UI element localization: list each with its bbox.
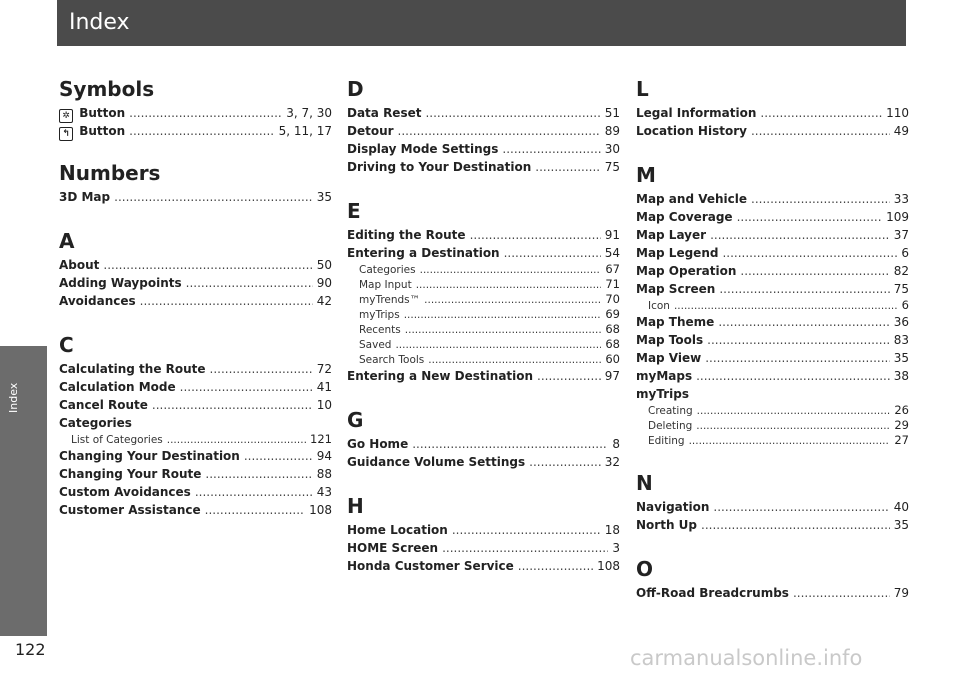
- section-heading-numbers: Numbers: [59, 161, 161, 185]
- section-heading-n: N: [636, 471, 653, 495]
- section-heading-c: C: [59, 333, 74, 357]
- index-entry[interactable]: Display Mode Settings ..... 30: [347, 140, 620, 158]
- watermark: carmanualsonline.info: [630, 646, 863, 670]
- index-entry[interactable]: Changing Your Destination ..... 94: [59, 447, 332, 465]
- index-entry[interactable]: North Up ..... 35: [636, 516, 909, 534]
- index-entry[interactable]: Map Layer ..... 37: [636, 226, 909, 244]
- index-subentry[interactable]: Map Input ..... 71: [347, 277, 620, 292]
- index-subentry[interactable]: Categories ..... 67: [347, 262, 620, 277]
- index-entry[interactable]: Map and Vehicle ..... 33: [636, 190, 909, 208]
- index-entry[interactable]: Cancel Route ..... 10: [59, 396, 332, 414]
- section-heading-m: M: [636, 163, 656, 187]
- section-heading-a: A: [59, 229, 75, 253]
- index-entry[interactable]: 3D Map ..... 35: [59, 188, 332, 206]
- index-column-2: [347, 74, 620, 575]
- index-entry[interactable]: Editing the Route ..... 91: [347, 226, 620, 244]
- index-entry-back-button[interactable]: ↰ Button ..... 5, 11, 17: [59, 122, 332, 140]
- index-entry[interactable]: Off-Road Breadcrumbs ..... 79: [636, 584, 909, 602]
- section-heading-symbols: Symbols: [59, 77, 155, 101]
- index-entry[interactable]: Map Tools ..... 83: [636, 331, 909, 349]
- index-entry[interactable]: Changing Your Route ..... 88: [59, 465, 332, 483]
- index-entry[interactable]: Legal Information ..... 110: [636, 104, 909, 122]
- index-entry[interactable]: Map Legend ..... 6: [636, 244, 909, 262]
- index-entry[interactable]: Entering a Destination ..... 54: [347, 244, 620, 262]
- index-entry[interactable]: Map Operation ..... 82: [636, 262, 909, 280]
- index-entry[interactable]: Location History ..... 49: [636, 122, 909, 140]
- index-entry[interactable]: HOME Screen ..... 3: [347, 539, 620, 557]
- page-number: 122: [15, 640, 46, 659]
- index-entry[interactable]: Avoidances ..... 42: [59, 292, 332, 310]
- section-heading-h: H: [347, 494, 364, 518]
- index-subentry[interactable]: Search Tools ..... 60: [347, 352, 620, 367]
- section-heading-o: O: [636, 557, 654, 581]
- index-entry-categories: Categories: [59, 416, 132, 430]
- index-entry[interactable]: Calculating the Route ..... 72: [59, 360, 332, 378]
- index-subentry[interactable]: myTrips ..... 69: [347, 307, 620, 322]
- index-subentry[interactable]: Deleting ..... 29: [636, 418, 909, 433]
- index-entry[interactable]: About ..... 50: [59, 256, 332, 274]
- index-entry[interactable]: Map Coverage ..... 109: [636, 208, 909, 226]
- index-subentry[interactable]: Recents ..... 68: [347, 322, 620, 337]
- side-tab-label: Index: [7, 382, 20, 414]
- section-heading-d: D: [347, 77, 364, 101]
- index-entry[interactable]: Customer Assistance ..... 108: [59, 501, 332, 519]
- voice-icon: ✲: [59, 109, 73, 123]
- page-header: [57, 0, 906, 46]
- index-column-1: [59, 74, 332, 519]
- index-subentry[interactable]: myTrends™ ..... 70: [347, 292, 620, 307]
- index-subentry[interactable]: Icon ..... 6: [636, 298, 909, 313]
- index-entry[interactable]: Driving to Your Destination ..... 75: [347, 158, 620, 176]
- index-entry[interactable]: Adding Waypoints ..... 90: [59, 274, 332, 292]
- index-entry[interactable]: Home Location ..... 18: [347, 521, 620, 539]
- index-entry[interactable]: Calculation Mode ..... 41: [59, 378, 332, 396]
- index-entry-mytrips: myTrips: [636, 387, 689, 401]
- index-entry[interactable]: Go Home ..... 8: [347, 435, 620, 453]
- section-heading-e: E: [347, 199, 361, 223]
- index-subentry[interactable]: List of Categories ..... 121: [59, 432, 332, 447]
- index-entry[interactable]: Guidance Volume Settings ..... 32: [347, 453, 620, 471]
- index-entry[interactable]: Data Reset ..... 51: [347, 104, 620, 122]
- section-heading-g: G: [347, 408, 364, 432]
- index-subentry[interactable]: Editing ..... 27: [636, 433, 909, 448]
- index-entry[interactable]: Map Screen ..... 75: [636, 280, 909, 298]
- index-subentry[interactable]: Saved ..... 68: [347, 337, 620, 352]
- index-entry-voice-button[interactable]: ✲ Button ..... 3, 7, 30: [59, 104, 332, 122]
- index-entry[interactable]: Map View ..... 35: [636, 349, 909, 367]
- index-entry[interactable]: Custom Avoidances ..... 43: [59, 483, 332, 501]
- index-column-3: [636, 74, 909, 602]
- index-entry[interactable]: Honda Customer Service ..... 108: [347, 557, 620, 575]
- back-icon: ↰: [59, 127, 73, 141]
- index-entry[interactable]: Navigation ..... 40: [636, 498, 909, 516]
- index-entry[interactable]: myMaps ..... 38: [636, 367, 909, 385]
- index-subentry[interactable]: Creating ..... 26: [636, 403, 909, 418]
- index-entry[interactable]: Map Theme ..... 36: [636, 313, 909, 331]
- page-title: Index: [69, 10, 130, 35]
- section-heading-l: L: [636, 77, 649, 101]
- index-entry[interactable]: Entering a New Destination ..... 97: [347, 367, 620, 385]
- index-entry[interactable]: Detour ..... 89: [347, 122, 620, 140]
